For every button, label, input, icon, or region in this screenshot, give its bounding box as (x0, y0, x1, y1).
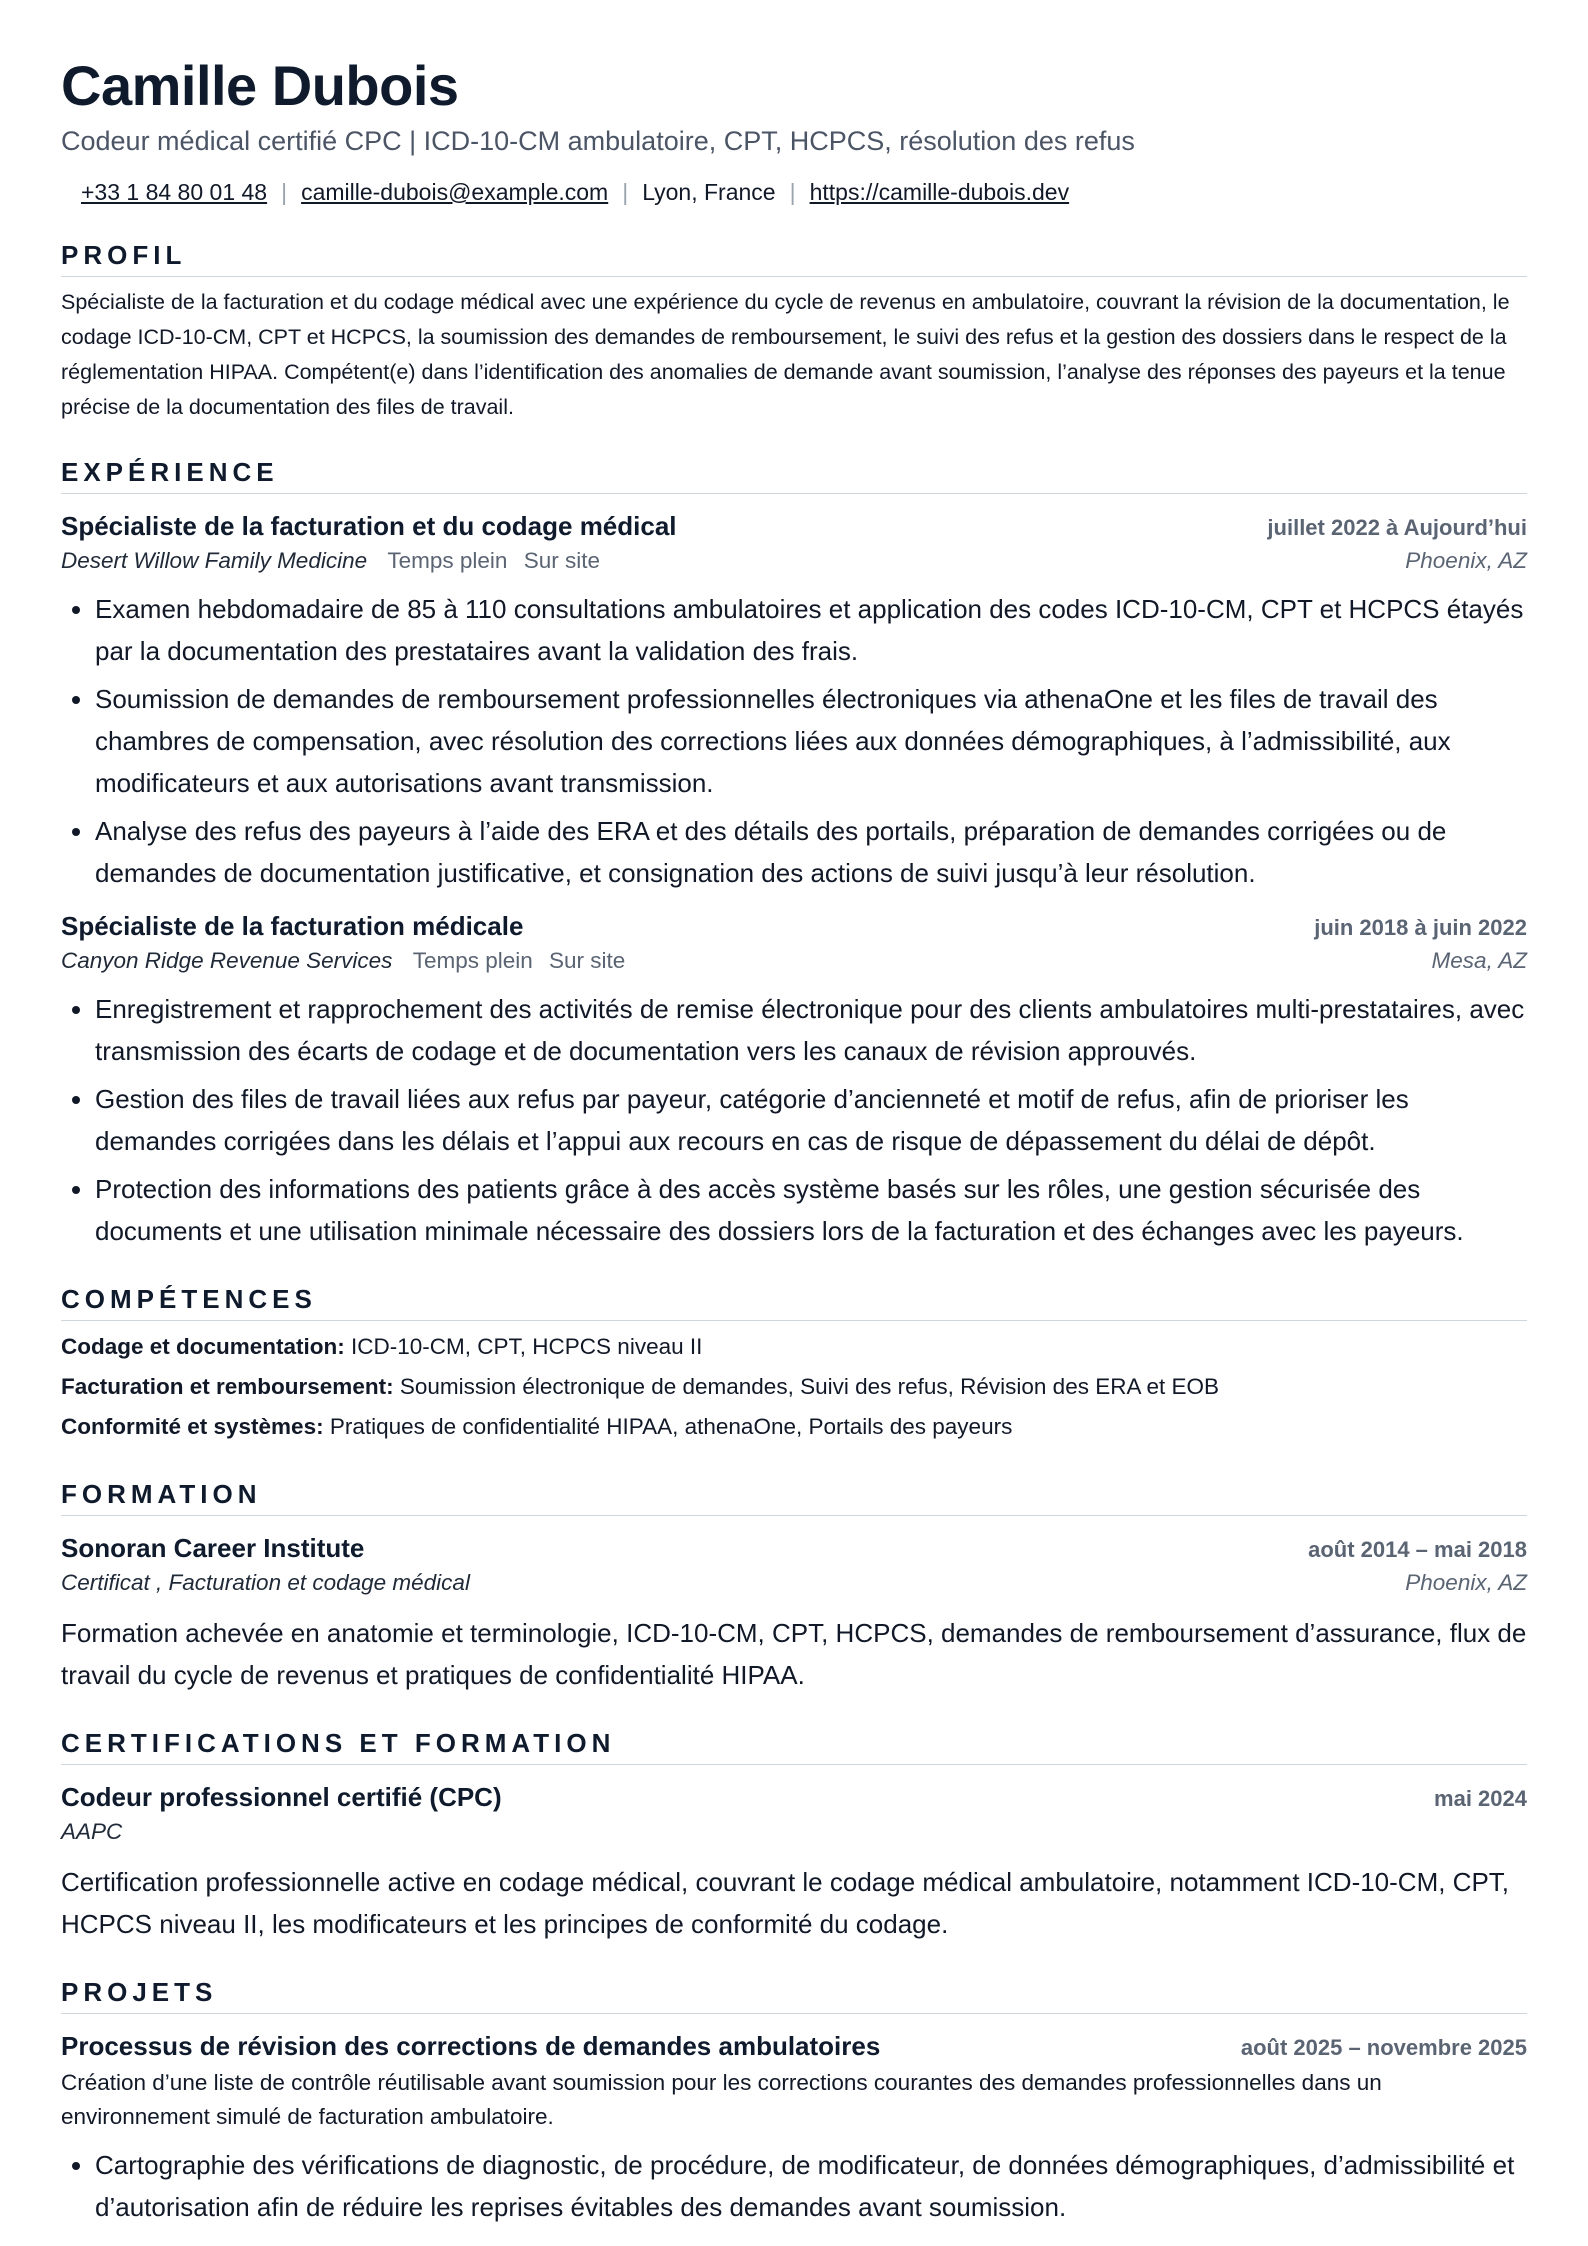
list-item: • Protection des informations des patients grâce à des accès système basés sur les rôles, une gestion sécurisée des documents et une utilisation minimale nécessaire des dossiers lors de la facturation et des échanges avec les payeurs. (95, 1168, 1527, 1252)
job-location: Phoenix, AZ (1405, 548, 1527, 573)
certification-entry (61, 1779, 1527, 1945)
candidate-name: Camille Dubois (61, 54, 459, 117)
project-bullets (61, 2144, 1527, 2228)
skill-row (61, 1327, 1527, 1367)
work-mode: Sur site (549, 948, 626, 973)
section-title-education: FORMATION (61, 1477, 1527, 1516)
phone-link[interactable]: +33 1 84 80 01 48 (81, 179, 268, 205)
section-title-profile: PROFIL (61, 238, 1527, 277)
skill-row (61, 1367, 1527, 1407)
list-item: • Enregistrement et rapprochement des activités de remise électronique pour des clients ambulatoires multi-prestataires, avec transmission des écarts de codage et de documentation vers les canaux de révision approuvés. (95, 988, 1527, 1072)
education-dates: août 2014 – mai 2018 (1308, 1537, 1527, 1562)
employment-type: Temps plein (412, 948, 533, 973)
contact-separator: | (622, 179, 629, 205)
skill-values: Pratiques de confidentialité HIPAA, athenaOne, Portails des payeurs (329, 1414, 1013, 1439)
job-bullets (61, 988, 1527, 1252)
list-item: • Gestion des files de travail liées aux refus par payeur, catégorie d’ancienneté et motif de refus, afin de prioriser les demandes corrigées dans les délais et l’appui aux recours en cas de risque de dépassement du délai de dépôt. (95, 1078, 1527, 1162)
job-title: Spécialiste de la facturation et du codage médical (61, 511, 677, 541)
skill-category: Codage et documentation: (61, 1334, 345, 1359)
job-location: Mesa, AZ (1431, 948, 1527, 973)
list-item: • Soumission de demandes de remboursement professionnelles électroniques via athenaOne et les files de travail des chambres de compensation, avec résolution des corrections liées aux données démographiques, à l’admissibilité, aux modificateurs et aux autorisations avant transmission. (95, 678, 1527, 804)
contact-separator: | (281, 179, 288, 205)
website-link[interactable]: https://camille-dubois.dev (809, 179, 1070, 205)
employment-type: Temps plein (387, 548, 508, 573)
education-location: Phoenix, AZ (1405, 1570, 1527, 1595)
job-title: Spécialiste de la facturation médicale (61, 911, 524, 941)
section-title-projects: PROJETS (61, 1975, 1527, 2014)
project-description: Création d’une liste de contrôle réutilisable avant soumission pour les corrections courantes des demandes professionnelles dans un environnement simulé de facturation ambulatoire. (61, 2070, 1382, 2129)
project-dates: août 2025 – novembre 2025 (1240, 2035, 1527, 2060)
experience-entry (61, 908, 1527, 1252)
education-entry (61, 1530, 1527, 1696)
contact-separator: | (789, 179, 796, 205)
contact-bar (61, 176, 1527, 208)
school-name: Sonoran Career Institute (61, 1533, 365, 1563)
headline: Codeur médical certifié CPC | ICD-10-CM ambulatoire, CPT, HCPCS, résolution des refus (61, 126, 1135, 156)
certification-description: Certification professionnelle active en codage médical, couvrant le codage médical ambulatoire, notamment ICD-10-CM, CPT, HCPCS niveau II, les modificateurs et les principes de conformité du codage. (61, 1867, 1510, 1939)
location-text: Lyon, France (642, 179, 776, 205)
employer-name: Canyon Ridge Revenue Services (61, 948, 393, 973)
experience-entry (61, 508, 1527, 894)
list-item: • Cartographie des vérifications de diagnostic, de procédure, de modificateur, de données démographiques, d’admissibilité et d’autorisation afin de réduire les reprises évitables des demandes avant soumission. (95, 2144, 1527, 2228)
list-item: • Analyse des refus des payeurs à l’aide des ERA et des détails des portails, préparation de demandes corrigées ou de demandes de documentation justificative, et consignation des actions de suivi jusqu’à leur résolution. (95, 810, 1527, 894)
skill-category: Facturation et remboursement: (61, 1374, 394, 1399)
skill-values: Soumission électronique de demandes, Suivi des refus, Révision des ERA et EOB (399, 1374, 1220, 1399)
job-dates: juin 2018 à juin 2022 (1314, 915, 1527, 940)
skill-category: Conformité et systèmes: (61, 1414, 324, 1439)
section-title-certifications: CERTIFICATIONS ET FORMATION (61, 1726, 1527, 1765)
job-bullets (61, 588, 1527, 894)
profile-summary: Spécialiste de la facturation et du codage médical avec une expérience du cycle de revenus en ambulatoire, couvrant la révision de la documentation, le codage ICD-10-CM, CPT et HCPCS, la soumission des demandes de remboursement, le suivi des refus et la gestion des dossiers dans le respect de la réglementation HIPAA. Compétent(e) dans l’identification des anomalies de demande avant soumission, l’analyse des réponses des payeurs et la tenue précise de la documentation des files de travail. (61, 290, 1510, 419)
degree: Certificat , Facturation et codage médical (61, 1570, 470, 1595)
certification-date: mai 2024 (1434, 1786, 1527, 1811)
certification-issuer: AAPC (61, 1819, 123, 1844)
project-entry (61, 2028, 1527, 2228)
work-mode: Sur site (523, 548, 600, 573)
project-title: Processus de révision des corrections de demandes ambulatoires (61, 2031, 881, 2061)
skill-values: ICD-10-CM, CPT, HCPCS niveau II (351, 1334, 703, 1359)
job-dates: juillet 2022 à Aujourd’hui (1267, 515, 1527, 540)
skills-list (61, 1327, 1527, 1447)
education-description: Formation achevée en anatomie et terminologie, ICD-10-CM, CPT, HCPCS, demandes de remboursement d’assurance, flux de travail du cycle de revenus et pratiques de confidentialité HIPAA. (61, 1618, 1527, 1690)
list-item: • Examen hebdomadaire de 85 à 110 consultations ambulatoires et application des codes ICD-10-CM, CPT et HCPCS étayés par la documentation des prestataires avant la validation des frais. (95, 588, 1527, 672)
certification-title: Codeur professionnel certifié (CPC) (61, 1782, 502, 1812)
section-title-experience: EXPÉRIENCE (61, 455, 1527, 494)
skill-row (61, 1407, 1527, 1447)
section-title-skills: COMPÉTENCES (61, 1282, 1527, 1321)
email-link[interactable]: camille-dubois@example.com (301, 179, 609, 205)
employer-name: Desert Willow Family Medicine (61, 548, 368, 573)
